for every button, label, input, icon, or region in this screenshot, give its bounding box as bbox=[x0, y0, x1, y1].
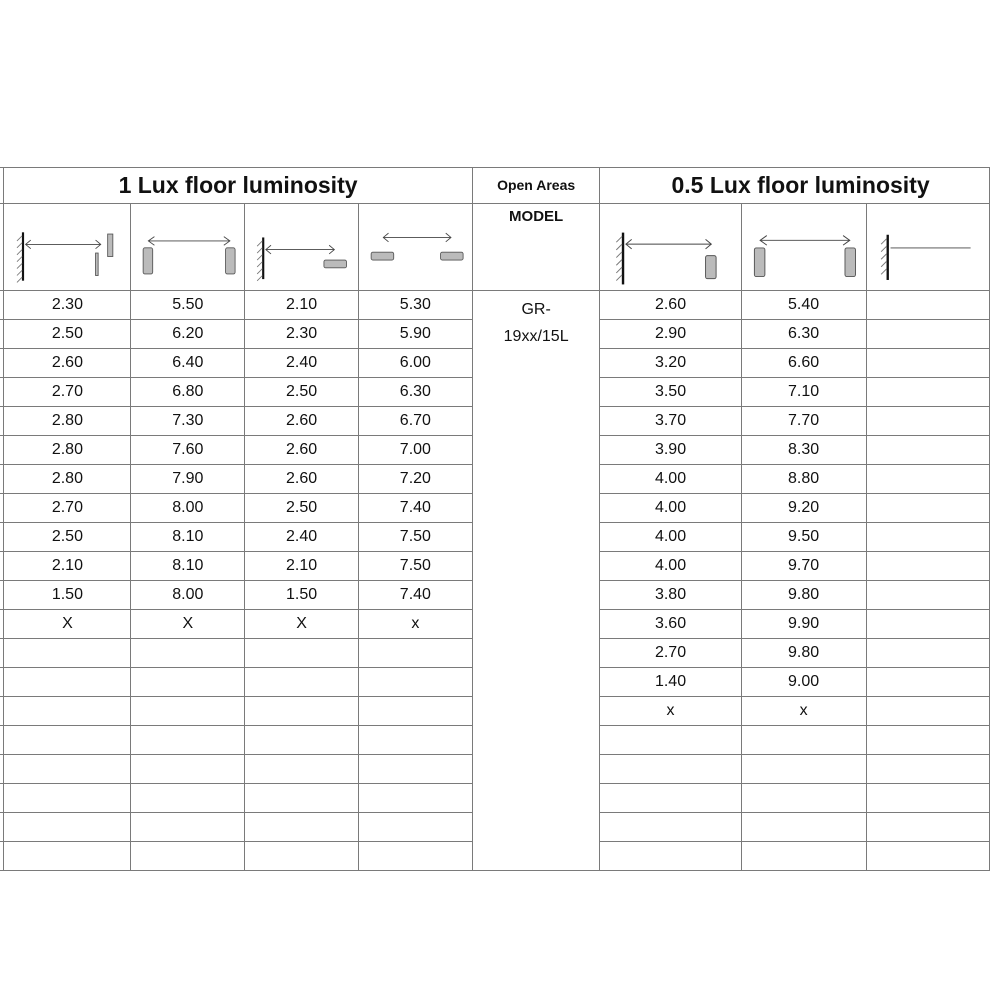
lux1-value-cell: 2.60 bbox=[4, 349, 131, 378]
lux1-value-cell bbox=[245, 639, 359, 668]
lux05-value-cell: 9.00 bbox=[741, 668, 866, 697]
lux1-value-cell bbox=[4, 813, 131, 842]
lux1-value-cell bbox=[245, 784, 359, 813]
lux05-value-cell bbox=[600, 755, 741, 784]
open-areas-label: Open Areas bbox=[497, 176, 576, 193]
lux1-value-cell: 2.50 bbox=[4, 523, 131, 552]
lux05-value-cell: 4.00 bbox=[600, 494, 741, 523]
lux05-value-cell bbox=[866, 842, 989, 871]
lux05-value-cell bbox=[600, 726, 741, 755]
lux1-value-cell: 6.70 bbox=[358, 407, 472, 436]
lux1-value-cell bbox=[131, 668, 245, 697]
lux05-value-cell bbox=[741, 755, 866, 784]
lux1-value-cell: 6.80 bbox=[131, 378, 245, 407]
wall-to-ceiling-light-icon bbox=[600, 204, 740, 290]
lux1-value-cell: 2.60 bbox=[245, 407, 359, 436]
lux1-value-cell: 2.60 bbox=[245, 436, 359, 465]
lux05-value-cell: 6.30 bbox=[741, 320, 866, 349]
lux05-value-cell: 8.80 bbox=[741, 465, 866, 494]
lux1-value-cell: 7.40 bbox=[358, 581, 472, 610]
lux1-value-cell: 6.20 bbox=[131, 320, 245, 349]
lux05-value-cell: 8.30 bbox=[741, 436, 866, 465]
lux05-value-cell: 6.60 bbox=[741, 349, 866, 378]
lux1-value-cell: 2.40 bbox=[245, 523, 359, 552]
lux05-value-cell: 7.10 bbox=[741, 378, 866, 407]
lux1-value-cell: 2.80 bbox=[4, 407, 131, 436]
lux05-value-cell bbox=[600, 813, 741, 842]
light-to-light-icon bbox=[131, 204, 244, 290]
lux1-value-cell: 2.40 bbox=[245, 349, 359, 378]
lux05-value-cell: 3.50 bbox=[600, 378, 741, 407]
lux05-value-cell bbox=[866, 726, 989, 755]
icon-cell bbox=[358, 204, 472, 291]
lux1-value-cell: 6.40 bbox=[131, 349, 245, 378]
lux1-value-cell: 2.10 bbox=[245, 552, 359, 581]
model-header-cell bbox=[472, 204, 600, 291]
lux05-value-cell: 5.40 bbox=[741, 291, 866, 320]
lux05-value-cell bbox=[866, 465, 989, 494]
lux05-value-cell bbox=[866, 697, 989, 726]
lux05-value-cell bbox=[866, 407, 989, 436]
lux1-value-cell bbox=[245, 813, 359, 842]
lux1-value-cell: 7.90 bbox=[131, 465, 245, 494]
lux1-value-cell: 7.60 bbox=[131, 436, 245, 465]
lux05-value-cell bbox=[866, 668, 989, 697]
lux05-value-cell bbox=[866, 378, 989, 407]
lux1-value-cell: 1.50 bbox=[245, 581, 359, 610]
lux05-value-cell bbox=[866, 291, 989, 320]
lux1-value-cell bbox=[4, 755, 131, 784]
lux05-value-cell: 1.40 bbox=[600, 668, 741, 697]
lux05-value-cell: 3.70 bbox=[600, 407, 741, 436]
model-value-cell bbox=[472, 291, 600, 871]
lux1-value-cell bbox=[358, 726, 472, 755]
lux1-value-cell: 8.00 bbox=[131, 581, 245, 610]
lux1-value-cell bbox=[4, 784, 131, 813]
lux05-value-cell: 9.20 bbox=[741, 494, 866, 523]
lux1-value-cell bbox=[358, 755, 472, 784]
lux05-value-cell: 7.70 bbox=[741, 407, 866, 436]
icon-cell bbox=[600, 204, 741, 291]
lux1-title: 1 Lux floor luminosity bbox=[118, 172, 358, 198]
lux05-value-cell: 9.90 bbox=[741, 610, 866, 639]
model-value: GR- 19xx/15L bbox=[503, 301, 569, 345]
lux05-value-cell bbox=[866, 349, 989, 378]
lux1-value-cell bbox=[4, 639, 131, 668]
lux05-title: 0.5 Lux floor luminosity bbox=[671, 172, 930, 198]
lux1-value-cell: 2.60 bbox=[245, 465, 359, 494]
lux1-value-cell: 5.50 bbox=[131, 291, 245, 320]
lux05-value-cell bbox=[600, 842, 741, 871]
floor-light-to-floor-light-icon bbox=[359, 204, 472, 290]
lux05-value-cell: 3.90 bbox=[600, 436, 741, 465]
lux1-value-cell: X bbox=[131, 610, 245, 639]
lux05-value-cell: x bbox=[600, 697, 741, 726]
lux1-value-cell: 8.00 bbox=[131, 494, 245, 523]
lux1-value-cell: 6.30 bbox=[358, 378, 472, 407]
lux1-value-cell bbox=[245, 842, 359, 871]
lux1-value-cell: 2.50 bbox=[245, 494, 359, 523]
lux05-value-cell bbox=[866, 436, 989, 465]
lux05-value-cell bbox=[866, 581, 989, 610]
wall-to-floor-light-icon bbox=[245, 204, 358, 290]
lux1-value-cell: 2.30 bbox=[4, 291, 131, 320]
icon-cell bbox=[131, 204, 245, 291]
lux05-value-cell bbox=[866, 610, 989, 639]
lux05-value-cell bbox=[741, 842, 866, 871]
lux05-value-cell: 9.70 bbox=[741, 552, 866, 581]
lux05-value-cell bbox=[741, 726, 866, 755]
lux1-value-cell bbox=[4, 842, 131, 871]
lux05-section-header bbox=[600, 168, 990, 204]
lux1-value-cell bbox=[245, 755, 359, 784]
lux05-value-cell: 9.50 bbox=[741, 523, 866, 552]
lux1-value-cell bbox=[4, 726, 131, 755]
lux1-value-cell bbox=[131, 813, 245, 842]
lux05-value-cell bbox=[600, 784, 741, 813]
lux1-value-cell: X bbox=[245, 610, 359, 639]
lux05-value-cell: 4.00 bbox=[600, 552, 741, 581]
lux05-value-cell bbox=[866, 552, 989, 581]
lux1-value-cell: 2.70 bbox=[4, 378, 131, 407]
lux1-value-cell bbox=[245, 668, 359, 697]
lux1-value-cell: 5.30 bbox=[358, 291, 472, 320]
icon-cell bbox=[866, 204, 989, 291]
icon-cell bbox=[741, 204, 866, 291]
lux1-section-header bbox=[4, 168, 472, 204]
lux1-value-cell bbox=[4, 697, 131, 726]
lux05-value-cell: 3.80 bbox=[600, 581, 741, 610]
lux05-value-cell: 9.80 bbox=[741, 581, 866, 610]
lux05-value-cell bbox=[866, 494, 989, 523]
lux1-value-cell: x bbox=[358, 610, 472, 639]
lux1-value-cell bbox=[131, 784, 245, 813]
lux1-value-cell: 2.30 bbox=[245, 320, 359, 349]
wall-to-floor-light-icon bbox=[867, 204, 989, 290]
lux05-value-cell bbox=[866, 523, 989, 552]
lux05-value-cell: 3.60 bbox=[600, 610, 741, 639]
lux1-value-cell bbox=[4, 668, 131, 697]
lux05-value-cell bbox=[866, 755, 989, 784]
lux1-value-cell bbox=[358, 639, 472, 668]
lux1-value-cell bbox=[131, 755, 245, 784]
lux1-value-cell: 2.80 bbox=[4, 465, 131, 494]
light-to-light-icon bbox=[742, 204, 866, 290]
icon-cell bbox=[4, 204, 131, 291]
lux05-value-cell bbox=[866, 320, 989, 349]
lux1-value-cell: 2.10 bbox=[4, 552, 131, 581]
lux05-value-cell: 2.70 bbox=[600, 639, 741, 668]
lux1-value-cell bbox=[131, 639, 245, 668]
wall-to-ceiling-light-icon bbox=[4, 204, 130, 290]
lux05-value-cell: 2.60 bbox=[600, 291, 741, 320]
lux05-value-cell: 9.80 bbox=[741, 639, 866, 668]
lux1-value-cell bbox=[358, 784, 472, 813]
lux1-value-cell: 2.10 bbox=[245, 291, 359, 320]
lux1-value-cell: 8.10 bbox=[131, 523, 245, 552]
lux1-value-cell: 2.70 bbox=[4, 494, 131, 523]
lux1-value-cell: 8.10 bbox=[131, 552, 245, 581]
lux1-value-cell: 2.50 bbox=[245, 378, 359, 407]
lux05-value-cell: 2.90 bbox=[600, 320, 741, 349]
lux1-value-cell bbox=[358, 842, 472, 871]
lux1-value-cell: 6.00 bbox=[358, 349, 472, 378]
lux05-value-cell bbox=[866, 639, 989, 668]
lux1-value-cell: 2.80 bbox=[4, 436, 131, 465]
lux05-value-cell: 4.00 bbox=[600, 523, 741, 552]
lux1-value-cell: 7.00 bbox=[358, 436, 472, 465]
lux1-value-cell bbox=[131, 697, 245, 726]
lux1-value-cell bbox=[358, 813, 472, 842]
lux1-value-cell: X bbox=[4, 610, 131, 639]
lux1-value-cell: 7.50 bbox=[358, 523, 472, 552]
lux1-value-cell bbox=[131, 842, 245, 871]
table-row bbox=[0, 291, 990, 320]
lux1-value-cell bbox=[131, 726, 245, 755]
lux05-value-cell bbox=[866, 784, 989, 813]
lux1-value-cell: 2.50 bbox=[4, 320, 131, 349]
lux1-value-cell bbox=[358, 668, 472, 697]
lux05-value-cell bbox=[866, 813, 989, 842]
lux1-value-cell: 5.90 bbox=[358, 320, 472, 349]
icon-cell bbox=[245, 204, 359, 291]
lux05-value-cell: x bbox=[741, 697, 866, 726]
lux05-value-cell bbox=[741, 784, 866, 813]
lux1-value-cell: 7.30 bbox=[131, 407, 245, 436]
lux05-value-cell bbox=[741, 813, 866, 842]
lux1-value-cell bbox=[245, 726, 359, 755]
lux1-value-cell: 7.50 bbox=[358, 552, 472, 581]
lux1-value-cell: 1.50 bbox=[4, 581, 131, 610]
lux1-value-cell: 7.20 bbox=[358, 465, 472, 494]
lux1-value-cell: 7.40 bbox=[358, 494, 472, 523]
model-label: MODEL bbox=[509, 208, 564, 225]
open-areas-header bbox=[472, 168, 600, 204]
lux1-value-cell bbox=[358, 697, 472, 726]
emergency-lighting-spacing-table bbox=[0, 167, 990, 871]
lux05-value-cell: 4.00 bbox=[600, 465, 741, 494]
lux05-value-cell: 3.20 bbox=[600, 349, 741, 378]
lux1-value-cell bbox=[245, 697, 359, 726]
